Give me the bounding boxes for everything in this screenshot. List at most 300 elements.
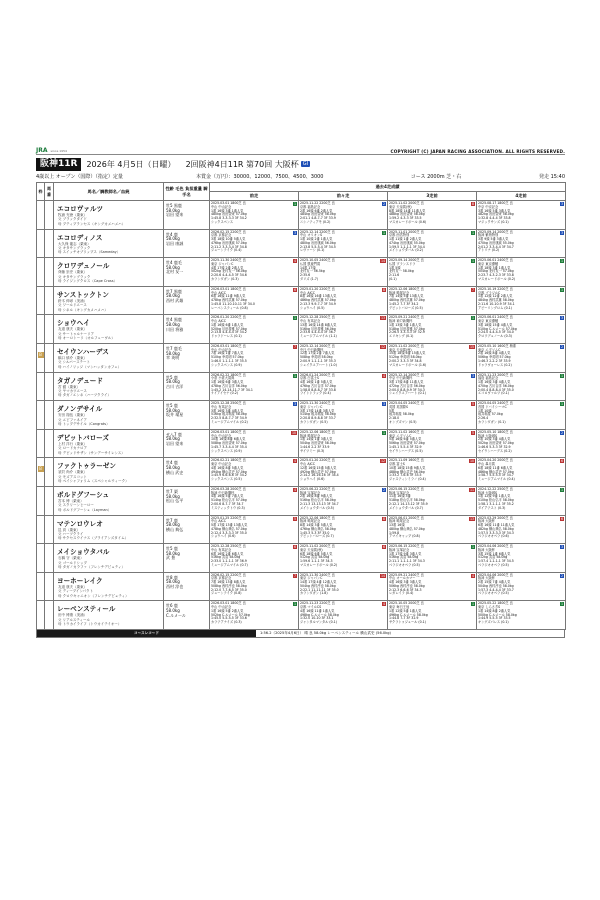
- past-race-line: エリキング (0.1): [389, 334, 414, 339]
- past-race-line: 2:11.2 3-3-3-4 3F 34.8: [211, 244, 247, 249]
- past-race-cell: [210, 258, 299, 287]
- past-race-line: 7着 16頭 13番 8番人気: [211, 580, 246, 585]
- past-race[interactable]: [210, 601, 298, 625]
- past-race[interactable]: [388, 287, 476, 311]
- past-race[interactable]: [299, 544, 387, 568]
- past-race[interactable]: [388, 430, 476, 454]
- past-race[interactable]: [299, 258, 387, 282]
- past-race-cell: [299, 572, 388, 601]
- horse-sex-age: せん7 鹿: [166, 431, 182, 437]
- past-race-line: 2025.11.01 2000芝 良: [389, 229, 424, 234]
- col-prev4: 4走前: [477, 192, 566, 201]
- past-race-line: エコロヴァルツ (0.1): [478, 391, 509, 396]
- jockey-cell: [164, 229, 210, 258]
- past-race-cell: [210, 601, 299, 630]
- past-race-line: ジューンテイク (0.4): [211, 248, 242, 253]
- past-race-line: 492kg 横山武史 57.0kg: [300, 469, 336, 474]
- horse-name[interactable]: レーベンスティール: [57, 605, 116, 614]
- past-race-line: 486kg 横山武史 57.0kg: [478, 469, 514, 474]
- past-race-line: 1着 16頭 6番 1番人気: [211, 322, 244, 327]
- past-race-line: シックスペンス: [211, 219, 234, 224]
- finish-position-badge: 10: [469, 459, 474, 464]
- past-race-line: 中山 中山記念: [211, 605, 232, 610]
- past-race-line: 中山 AJCC: [211, 319, 226, 324]
- horse-trainer: 友道 康夫（栗東）: [58, 327, 88, 332]
- past-race[interactable]: [388, 230, 476, 254]
- horse-name[interactable]: エコロディノス: [57, 233, 103, 242]
- horse-name[interactable]: エコロヴァルツ: [57, 205, 104, 213]
- horse-sex-age: 牡4 鹿: [166, 231, 178, 237]
- past-race-cell: [210, 372, 299, 401]
- finish-position-badge: 14: [380, 573, 385, 578]
- past-race-cell: [210, 544, 299, 573]
- past-race-line: 470kg 古川吉洋 56.0kg: [478, 383, 514, 388]
- finish-position-badge: 3: [293, 230, 296, 235]
- jockey-cell: [164, 258, 210, 287]
- horse-sire: 父 ワールドエース: [58, 303, 87, 308]
- past-race[interactable]: [477, 344, 565, 368]
- horse-cell: [54, 572, 164, 601]
- waku-cell: [37, 372, 45, 401]
- past-race[interactable]: [299, 430, 387, 454]
- horse-trainer: 田中 博康（美浦）: [58, 613, 88, 618]
- horse-number-cell: [45, 572, 54, 601]
- jockey-cell: [164, 401, 210, 430]
- past-race[interactable]: [477, 544, 565, 568]
- past-race-line: 2026.03.28 2000芝 良: [211, 486, 246, 491]
- past-race-line: 2:01.1 4-8-7-7 3F 33.9: [300, 216, 336, 220]
- jockey-name: 古川 吉洋: [166, 383, 184, 389]
- table-row: [37, 258, 566, 287]
- table-row: [37, 315, 566, 344]
- horse-dam: 母 シネル（キングカメハメハ）: [58, 307, 108, 312]
- race-number-label: 阪神11R: [36, 158, 81, 171]
- past-race-line: 484kg 西村武雄 58.0kg: [478, 298, 514, 303]
- jockey-cell: [164, 286, 210, 315]
- finish-position-badge: 1: [561, 287, 564, 292]
- past-race-line: 東京 天皇賞(秋): [389, 347, 412, 352]
- past-race-line: シックスペンス (0.5): [211, 477, 242, 482]
- horse-trainer: 安田 翔伍（栗東）: [58, 413, 88, 418]
- past-race-line: ミュージアムマイル (0.7): [211, 562, 248, 567]
- past-race[interactable]: [477, 373, 565, 397]
- past-race[interactable]: [388, 487, 476, 511]
- past-race-line: 東京 中山記念: [211, 462, 232, 467]
- jra-logo-mark: JRA: [36, 147, 48, 154]
- table-row: [37, 372, 566, 401]
- past-race[interactable]: [210, 401, 298, 425]
- past-race-line: ジューンテイク (0.8): [211, 591, 242, 596]
- finish-position-badge: 1: [293, 373, 296, 378]
- horse-number-cell: [45, 343, 54, 372]
- course-record-bar: [36, 630, 565, 638]
- past-race[interactable]: [210, 315, 298, 339]
- past-race[interactable]: [388, 458, 476, 482]
- past-race-line: セイウンハーデス (0.5): [389, 448, 423, 453]
- past-race-line: 2025.03.01 1800芝 良: [211, 201, 246, 205]
- past-race-line: 2着 16頭 8番 4番人気: [478, 351, 511, 356]
- past-race-line: 2025.12.14 2000芝 良: [389, 372, 424, 377]
- past-race-line: 2025.11.22 2200芝 良: [300, 201, 335, 205]
- past-race[interactable]: [388, 544, 476, 568]
- past-race-line: 504kg 西村淳也 58.0kg: [300, 583, 336, 588]
- past-race-cell: [299, 286, 388, 315]
- past-race-cell: [388, 429, 477, 458]
- past-race[interactable]: [477, 601, 565, 625]
- past-race-line: ダイアテスト (0.3): [478, 505, 506, 510]
- past-race-line: 中山 AJCC: [300, 290, 315, 295]
- past-race[interactable]: [210, 544, 298, 568]
- past-race-line: 2025.05.22 1800芝 良: [478, 601, 513, 606]
- past-race[interactable]: [299, 458, 387, 482]
- finish-position-badge: 1: [561, 602, 564, 607]
- past-race-line: 2025.09.14 2000芝 良: [389, 258, 424, 263]
- past-race-line: サクラトゥジュール (0.1): [389, 620, 426, 625]
- horse-name[interactable]: サンストックトン: [57, 290, 110, 299]
- jockey-name: 坂井 瑠星: [166, 412, 184, 418]
- past-race-line: 1:45.8 3-3-3-3 3F 34.2: [211, 216, 247, 220]
- past-race[interactable]: [477, 258, 565, 282]
- jockey-name: 西村 武雄: [166, 297, 184, 303]
- past-race-line: 7着 16頭 1番 7番人気: [211, 351, 244, 356]
- past-race-line: 470kg 岩田康誠 55.0kg: [478, 240, 514, 245]
- past-race[interactable]: [388, 201, 476, 225]
- horse-sire: 父 サートゥルナーリア: [58, 331, 95, 336]
- past-race-line: 阪神 鳴尾記念: [389, 290, 410, 295]
- past-race-line: 3着 17頭 14番 3番人気: [300, 408, 335, 413]
- horse-number-cell: [45, 372, 54, 401]
- past-race-line: マスカレードボール (0.6): [389, 219, 427, 224]
- past-race-line: 1着 18頭 3番 1番人気: [478, 265, 511, 270]
- past-race[interactable]: [388, 315, 476, 339]
- past-race-line: 1着 12頭 12番 2番人気: [478, 294, 513, 299]
- past-race-line: 2025.01.20 2200芝 良: [300, 458, 335, 463]
- past-race-line: 5着: [389, 408, 395, 413]
- past-race-line: 5着 17頭 13番 13番人気: [211, 523, 248, 528]
- carried-weight: 58.0kg: [166, 236, 180, 242]
- past-race-line: 486kg 西村武雄 57.0kg: [300, 298, 336, 303]
- finish-position-badge: 1: [471, 316, 474, 321]
- past-race-line: 4着 16頭 11番 1番人気: [300, 608, 335, 613]
- past-race[interactable]: [210, 287, 298, 311]
- past-race[interactable]: [388, 344, 476, 368]
- past-race[interactable]: [299, 230, 387, 254]
- past-race-line: 1着 12頭 5番 1番人気: [389, 608, 422, 613]
- past-race[interactable]: [477, 487, 565, 511]
- past-race-line: 福島 福島記念: [478, 376, 499, 381]
- past-race-line: 1着 13頭 3番 1番人気: [389, 322, 422, 327]
- past-race[interactable]: [477, 201, 565, 225]
- past-race-line: ミュージアムマイル (1.1): [300, 334, 337, 339]
- past-race-line: 6着 16頭 11番 9番人気: [211, 294, 246, 299]
- past-race-line: 東京 天皇賞(秋): [389, 204, 412, 209]
- horse-name[interactable]: ファクトゥラーゼン: [57, 462, 116, 471]
- past-race-cell: [210, 201, 299, 230]
- past-race-line: 2:12.4 3-3-3-3 3F 35.0: [211, 530, 247, 535]
- jockey-name: 岩田 望来: [166, 212, 184, 218]
- past-race-cell: [477, 601, 566, 630]
- horse-sire: 父 ハーツクライ: [58, 531, 84, 536]
- past-race-line: 2:20.6 4-4-4-5 3F 34.6: [211, 273, 247, 278]
- horse-sex-age: 牡5 黒鹿: [166, 203, 182, 208]
- horse-name[interactable]: マテンロウレオ: [57, 519, 103, 528]
- finish-position-badge: 4: [382, 602, 385, 607]
- horse-sire: 父 シルバーステート: [58, 360, 91, 365]
- past-race-line: 1:45.2 7-7 3F 34.2: [389, 301, 419, 306]
- past-race-line: デビットバローズ (0.5): [389, 305, 423, 310]
- past-race[interactable]: [210, 458, 298, 482]
- past-race[interactable]: [299, 315, 387, 339]
- carried-weight: 58.0kg: [166, 321, 180, 327]
- past-race-line: 2024.12.22 2500芝 良: [478, 486, 513, 491]
- horse-number-cell: [45, 458, 54, 487]
- past-race-line: 2025.06.01 2400芝 良: [478, 258, 513, 263]
- table-row: [37, 515, 566, 544]
- past-race[interactable]: [210, 258, 298, 282]
- finish-position-badge: 5: [471, 402, 474, 407]
- horse-cell: [54, 601, 164, 630]
- past-race[interactable]: [388, 573, 476, 597]
- carried-weight: 58.0kg: [166, 350, 180, 356]
- horse-dam: 母 ボルドグフーシュ（Layman）: [58, 507, 112, 512]
- past-race[interactable]: [210, 230, 298, 254]
- past-race-line: 2:26.5 3-3-3-3 3F 32.9: [389, 330, 425, 335]
- horse-name[interactable]: ボルドグフーシュ: [57, 490, 110, 499]
- past-race[interactable]: [388, 258, 476, 282]
- horse-cell: [54, 229, 164, 258]
- race-card-sheet: [36, 138, 565, 638]
- past-race[interactable]: [299, 344, 387, 368]
- past-race[interactable]: [299, 287, 387, 311]
- horse-sire: 父 ブラックタイド: [58, 217, 87, 222]
- past-race-line: 阪神 大阪城S: [478, 433, 497, 438]
- horse-name[interactable]: タガノデュード: [57, 376, 103, 385]
- past-race-cell: [388, 486, 477, 515]
- past-race-line: 474kg 岩田康誠 55.0kg: [389, 240, 425, 245]
- past-race-line: 2着 10頭 3番 4番人気: [478, 437, 511, 442]
- past-race-line: 2025.11.30 2400芝 良: [300, 401, 335, 406]
- past-race-line: 516kg 松山弘平 58.0kg: [300, 498, 336, 503]
- jockey-name: 岩田 望来: [166, 440, 184, 446]
- horse-sex-age: 牡5 鹿: [166, 403, 178, 409]
- past-race-line: カランダガン (0.5): [300, 419, 328, 424]
- past-race-line: 1:46.6 5-3-3 3F 32.9: [478, 444, 511, 449]
- past-race-line: 2026.03.01 1800芝 良: [211, 286, 246, 291]
- past-race[interactable]: [299, 487, 387, 511]
- past-race[interactable]: [299, 516, 387, 540]
- past-race-line: 京都 西宮特別: [389, 233, 410, 238]
- past-race[interactable]: [210, 201, 298, 225]
- past-race[interactable]: [388, 401, 476, 425]
- past-race-line: ベラジオオペラ (0.5): [478, 562, 509, 567]
- jockey-cell: [164, 372, 210, 401]
- past-race-line: ジャスティンミラノ (0.4): [389, 477, 426, 482]
- past-race[interactable]: [210, 373, 298, 397]
- past-race-line: デビットバローズ (0.7): [300, 534, 334, 539]
- finish-position-badge: 4: [382, 373, 385, 378]
- past-race-line: 2:00.9 1-1-1-1 3F 35.3: [300, 358, 336, 363]
- past-race-line: 1:45.2 14-14-11-7 3F 34.1: [211, 387, 253, 392]
- col-horse: 馬名／調教師名／血統: [54, 183, 164, 201]
- past-race-line: 2:11.1 1-1-1-1 3F 34.3: [389, 559, 425, 564]
- past-race-line: 2着 16頭 8番 9番人気: [300, 494, 333, 499]
- past-race-cell: [210, 429, 299, 458]
- past-race[interactable]: [477, 573, 565, 597]
- past-race-line: 2026.02.22 1800芝 良: [211, 372, 246, 377]
- finish-position-badge: 2: [382, 202, 385, 206]
- horse-dam: 母 タガノエンネ（ハーツクライ）: [58, 393, 112, 398]
- past-race-line: 2025.11.02 2000芝 良: [389, 201, 424, 205]
- past-race-line: 中京 中京記念: [478, 204, 499, 209]
- past-race-line: 2025.12.28 2500芝 良: [211, 401, 246, 406]
- past-race-line: 中山 有馬記念: [300, 319, 321, 324]
- race-date: 2026年 4月5日（日曜）: [86, 159, 176, 169]
- past-race-cell: [477, 343, 566, 372]
- past-race-line: 14着 17頭: [300, 265, 316, 270]
- past-race-line: 2025.12.28 2500芝 良: [211, 544, 246, 549]
- past-race[interactable]: [210, 430, 298, 454]
- past-race-line: 488kg 岩田望来 58.0kg: [389, 212, 425, 217]
- past-race-line: 2:00.4 8-8-8-4 3F 35.0: [478, 387, 514, 392]
- past-race-line: 阪神 宝塚記念: [389, 547, 410, 552]
- past-race[interactable]: [388, 373, 476, 397]
- past-race[interactable]: [299, 401, 387, 425]
- past-race-line: 2:12.0 7-7-6-5 3F 35.0: [211, 587, 247, 592]
- past-race-line: 2026.01.20 2200芝 良: [211, 315, 246, 320]
- horse-cell: [54, 486, 164, 515]
- horse-trainer: 鈴木 伸尋（美浦）: [58, 298, 88, 303]
- past-race-line: 京都 ブラジルC: [478, 290, 501, 295]
- past-race-line: 1:32.8 4-4-4 3F 33.8: [478, 216, 511, 220]
- finish-position-badge: 5: [471, 430, 474, 435]
- past-race-line: 478kg 横山典弘 57.0kg: [211, 526, 247, 531]
- past-race-line: 2025.11.02 2000芝 良: [389, 343, 424, 348]
- past-race[interactable]: [477, 458, 565, 482]
- past-race[interactable]: [477, 287, 565, 311]
- horse-name[interactable]: ヨーホーレイク: [57, 576, 103, 585]
- horse-name[interactable]: クロワデュノール: [57, 262, 110, 271]
- jockey-cell: [164, 601, 210, 630]
- carried-weight: 58.0kg: [166, 493, 180, 499]
- past-race-line: 坂井瑠星 57.0kg: [478, 412, 503, 417]
- past-race-line: 中京 中日新聞杯: [389, 376, 413, 381]
- past-race-line: 502kg C.ルメール 57.0kg: [211, 612, 250, 617]
- past-race-line: 1:45.1 5-5-4 3F 32.9: [389, 444, 422, 449]
- past-race-cell: [299, 458, 388, 487]
- horse-name[interactable]: メイショウタバル: [57, 548, 110, 557]
- horse-sire: 父 ヤマカツエース: [58, 388, 87, 393]
- past-race[interactable]: [299, 201, 387, 225]
- past-race-line: 484kg 岩田望来 58.0kg: [300, 212, 336, 217]
- past-race-cell: [477, 258, 566, 287]
- past-race-line: 2025.10.19 2200芝 良: [478, 286, 513, 291]
- jockey-cell: [164, 486, 210, 515]
- table-row: [37, 572, 566, 601]
- horse-name[interactable]: セイウンハーデス: [57, 347, 109, 356]
- past-race[interactable]: [299, 373, 387, 397]
- past-race-line: 中山 有馬記念: [211, 404, 232, 409]
- past-race-cell: [299, 372, 388, 401]
- table-row: [37, 286, 566, 315]
- horse-number-cell: [45, 258, 54, 287]
- waku-cell: [37, 458, 45, 487]
- past-race-line: 3着 16頭 3番 4番人気: [211, 408, 244, 413]
- past-race-cell: [388, 343, 477, 372]
- horse-sex-age: 牡7 栗: [166, 488, 178, 494]
- past-race-line: 2着 16頭 6番 2番人気: [300, 208, 333, 213]
- finish-position-badge: 4: [471, 573, 474, 578]
- past-race[interactable]: [210, 344, 298, 368]
- finish-position-badge: 3: [561, 230, 564, 235]
- past-race-line: 496kg C.ルメール 58.0kg: [389, 612, 428, 617]
- past-race-line: 476kg 岩田康誠 57.0kg: [211, 240, 247, 245]
- past-race-line: 阪神 大阪杯: [478, 547, 495, 552]
- past-race[interactable]: [477, 315, 565, 339]
- past-race-cell: [388, 258, 477, 287]
- past-race-line: ベラジオオペラ (0.5): [478, 591, 509, 596]
- race-name: 2回阪神4日11R 第70回 大阪杯: [185, 159, 299, 169]
- past-race-line: 2025.06.15 2200芝 良: [389, 544, 424, 549]
- horse-name[interactable]: ダノンデサイル: [57, 405, 103, 414]
- past-race-line: 4着 16頭 8番 5番人気: [211, 465, 244, 470]
- horse-trainer: 牧浦 充徳（栗東）: [58, 213, 88, 217]
- past-race-line: 8着 18頭 14番 11番人気: [389, 208, 426, 213]
- past-race-line: 1着 17頭 9番 3番人気: [389, 551, 422, 556]
- past-race[interactable]: [388, 516, 476, 540]
- past-race-line: 13着 16頭: [389, 523, 405, 528]
- horse-cell: [54, 544, 164, 573]
- race-conditions: 4歳以上 オープン（国際）（指定）定量: [36, 174, 123, 180]
- past-race-cell: [388, 572, 477, 601]
- past-race-line: 2:00.2 3-3-3 3F 34.8: [389, 358, 422, 363]
- past-race-line: 2025.11.23 2000芝 良: [478, 372, 513, 377]
- past-race-cell: [388, 372, 477, 401]
- past-race-line: 1:57.5 3-3-3-3 3F 34.3: [478, 530, 514, 535]
- past-race-cell: [388, 401, 477, 430]
- past-race[interactable]: [388, 601, 476, 625]
- horse-name[interactable]: デビットバローズ: [57, 433, 110, 442]
- past-race[interactable]: [299, 601, 387, 625]
- finish-position-badge: 8: [471, 202, 474, 206]
- past-race-line: 2:26.4: [478, 416, 489, 421]
- race-prize: 本賞金（万円）：30000、12000、7500、4500、3000: [196, 174, 324, 180]
- past-race-line: 482kg 岩田望来 58.0kg: [478, 212, 514, 217]
- past-race-line: 仏国 プランスドラ: [389, 261, 416, 266]
- past-race-line: 2着 15頭 7番 4番人気: [478, 580, 511, 585]
- past-race[interactable]: [210, 487, 298, 511]
- jockey-cell: [164, 515, 210, 544]
- past-race-line: 1:32.0 10-10 3F 33.1: [300, 616, 334, 621]
- past-race[interactable]: [210, 516, 298, 540]
- past-race-line: ミュージアムマイル (0.2): [211, 419, 248, 424]
- waku-cell: [37, 429, 45, 458]
- past-race-line: マスカレードボール (1.6): [389, 362, 427, 367]
- past-race[interactable]: [299, 573, 387, 597]
- past-race-line: シックスペンス (0.9): [211, 362, 242, 367]
- past-race[interactable]: [210, 573, 298, 597]
- past-race-line: 516kg 坂井瑠星 58.0kg: [211, 412, 247, 417]
- past-race[interactable]: [477, 430, 565, 454]
- horse-dam: 母 オーロトーリ（オルフェーヴル）: [58, 336, 115, 341]
- past-race[interactable]: [477, 230, 565, 254]
- past-race[interactable]: [477, 401, 565, 425]
- table-row: [37, 544, 566, 573]
- col-prev2: 前々走: [299, 192, 388, 201]
- horse-sire: 父 モズアスコット: [58, 474, 87, 479]
- horse-name[interactable]: ショウヘイ: [57, 319, 90, 328]
- past-race[interactable]: [477, 516, 565, 540]
- race-title-bar: [36, 157, 565, 171]
